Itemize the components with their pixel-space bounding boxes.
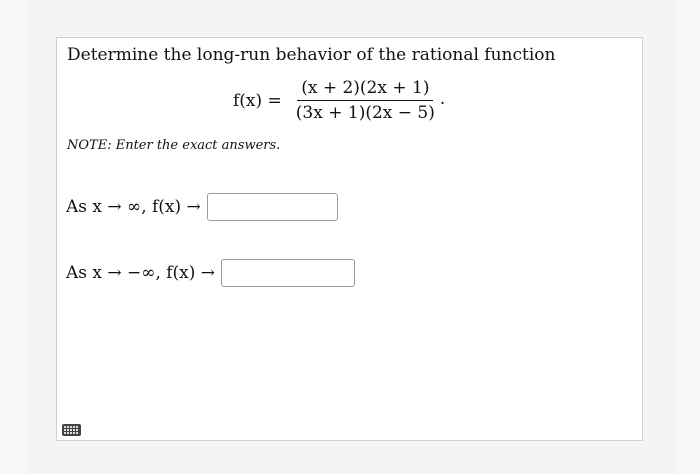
answer-label-positive-infinity: As x → ∞, f(x) → xyxy=(66,197,201,217)
keyboard-icon[interactable] xyxy=(62,424,81,436)
answer-row-negative-infinity xyxy=(66,259,355,287)
question-prompt: Determine the long-run behavior of the rational function xyxy=(67,45,556,65)
function-name: f(x) = xyxy=(233,90,282,111)
question-card xyxy=(56,37,643,441)
answer-label-negative-infinity: As x → −∞, f(x) → xyxy=(66,263,216,283)
numerator: (x + 2)(2x + 1) xyxy=(297,78,433,101)
answer-input-negative-infinity[interactable] xyxy=(221,259,355,287)
rational-function xyxy=(233,78,445,123)
fraction xyxy=(292,78,439,123)
note-text: NOTE: Enter the exact answers. xyxy=(67,138,281,153)
answer-row-positive-infinity xyxy=(66,193,338,221)
formula-period: . xyxy=(439,89,446,109)
answer-input-positive-infinity[interactable] xyxy=(207,193,338,221)
denominator: (3x + 1)(2x − 5) xyxy=(295,103,435,123)
